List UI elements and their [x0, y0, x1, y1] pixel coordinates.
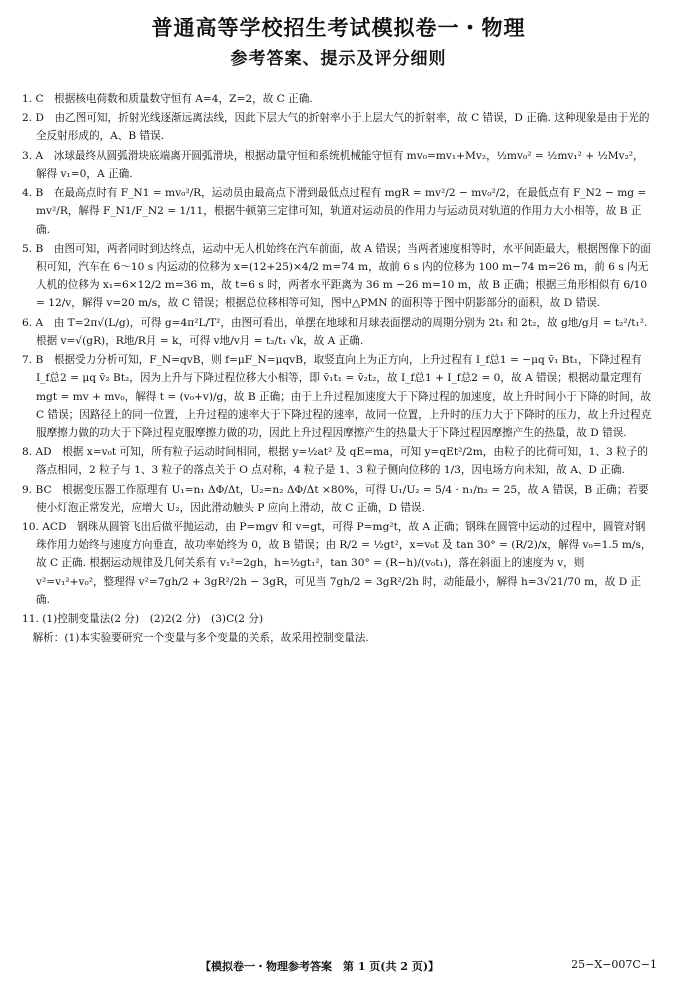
answer-11: 11. (1)控制变量法(2 分) (2)2(2 分) (3)C(2 分)	[22, 613, 264, 626]
footer-code: 25−X−007C−1	[571, 958, 657, 971]
answer-11-explanation: 解析：(1)本实验要研究一个变量与多个变量的关系，故采用控制变量法.	[22, 632, 369, 645]
answer-6: 6. A 由 T=2π√(L/g)，可得 g=4π²L/T²，由图可看出，单摆在地球和月球表面摆动的周期分别为 2t₁ 和 2t₂，故 g地/g月 = t₂²/t₁². 根据 v=√(gR)，R地/R月 = k，可得 v地/v月 = t₂/t₁ √k，故 A 正确.	[22, 316, 648, 347]
answer-9: 9. BC 根据变压器工作原理有 U₁=n₁ ΔΦ/Δt，U₂=n₂ ΔΦ/Δt ×80%，可得 U₁/U₂ = 5/4 · n₁/n₂ = 25，故 A 错误，B 正确；若要使小灯泡正常发光，应增大 U₂，因此滑动触头 P 应向上滑动，故 C 正确，D 错误.	[22, 483, 649, 514]
answer-4: 4. B 在最高点时有 F_N1 = mv₀²/R，运动员由最高点下滑到最低点过程有 mgR = mv²/2 − mv₀²/2，在最低点有 F_N2 − mg = mv²/R，解得 F_N1/F_N2 = 1/11，根据牛顿第三定律可知，轨道对运动员的作用力与运动员对轨道的作用力大小相等，故 B 正确.	[22, 187, 647, 236]
answer-3: 3. A 冰球最终从圆弧滑块底端离开圆弧滑块，根据动量守恒和系统机械能守恒有 mv₀=mv₁+Mv₂，½mv₀² = ½mv₁² + ½Mv₂²，解得 v₁=0，A 正确.	[22, 149, 644, 180]
answer-list	[22, 90, 654, 649]
answer-1: 1. C 根据核电荷数和质量数守恒有 A=4，Z=2，故 C 正确.	[22, 93, 313, 105]
answer-5: 5. B 由图可知，两者同时到达终点，运动中无人机始终在汽车前面，故 A 错误；当两者速度相等时，水平间距最大，根据图像下的面积可知，汽车在 6～10 s 内运动的位移为 x=(12+25)×4/2 m=74 m，故前 6 s 内的位移为 100 m−74 m=26 m，前 6 s 内无人机的位移为 x₁=6×12/2 m=36 m，故 t=6 s 时，两者水平距离为 36 m −26 m=10 m，故 B 正确；根据三角形相似有 6/10 = 12/v，解得 v=20 m/s，故 C 错误；根据总位移相等可知，图中△PMN 的面积等于图中阴影部分的面积，故 D 错误.	[22, 242, 651, 310]
page-title: 普通高等学校招生考试模拟卷一・物理	[151, 16, 526, 40]
footer-page-info: 【模拟卷一・物理参考答案 第 1 页(共 2 页)】	[200, 960, 440, 973]
answer-2: 2. D 由乙图可知，折射光线逐渐远离法线，因此下层大气的折射率小于上层大气的折射率，故 C 错误，D 正确. 这种现象是由于光的全反射形成的，A、B 错误.	[22, 112, 650, 143]
answer-8: 8. AD 根据 x=v₀t 可知，所有粒子运动时间相同，根据 y=½at² 及 qE=ma，可知 y=qEt²/2m，由粒子的比荷可知，1、3 粒子的落点相同，2 粒子与 1、3 粒子的落点关于 O 点对称，4 粒子是 1、3 粒子侧向位移的 1/3，因电场方向未知，故 A、D 正确.	[22, 446, 648, 477]
page-subtitle: 参考答案、提示及评分细则	[230, 49, 447, 69]
answer-7: 7. B 根据受力分析可知，F_N=qvB，则 f=μF_N=μqvB，取竖直向上为正方向，上升过程有 I_f总1 = −μq v̄₁ Bt₁，下降过程有 I_f总2 = μq v̄₂ Bt₂，因为上升与下降过程位移大小相等，即 v̄₁t₁ = v̄₂t₂，故 I_f总1 + I_f总2 = 0，故 A 错误；根据动量定理有 mgt = mv + mv₀，解得 t = (v₀+v)/g，故 B 正确；由于上升过程加速度大于下降过程的加速度，故上升时间小于下降的时间，故 C 错误；因路径上的同一位置，上升过程的速率大于下降过程的速率，故同一位置，上升时的压力大于下降时的压力，故上升过程克服摩擦力做的功大于下降过程克服摩擦力做的功，因此上升过程因摩擦产生的热量大于下降过程因摩擦产生的热量，故 D 错误.	[22, 354, 652, 439]
answer-10: 10. ACD 钢珠从圆管飞出后做平抛运动，由 P=mgv 和 v=gt，可得 P=mg²t，故 A 正确；钢珠在圆管中运动的过程中，圆管对钢珠作用力始终与速度方向垂直，故功率始终为 0，故 B 错误；由 R/2 = ½gt²，x=v₀t 及 tan 30° = (R/2)/x，解得 v₀=1.5 m/s，故 C 正确. 根据运动规律及几何关系有 v₁²=2gh，h=½gt₁²，tan 30° = (R−h)/(v₀t₁)，落在斜面上的速度为 v，则 v²=v₁²+v₀²，整理得 v²=7gh/2 + 3gR²/2h − 3gR，可见当 7gh/2 = 3gR²/2h 时，动能最小，解得 h=3√21/70 m，故 D 正确.	[22, 521, 652, 606]
